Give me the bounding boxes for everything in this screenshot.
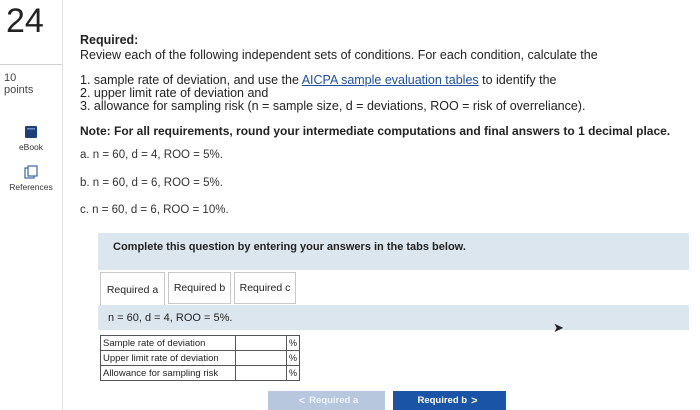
required-heading: Required: <box>80 33 139 47</box>
row-label: Sample rate of deviation <box>101 336 236 351</box>
answer-cell <box>236 336 287 351</box>
sidebar-divider <box>0 64 62 65</box>
points-label: points <box>4 84 34 96</box>
item-number: 2. <box>80 86 91 100</box>
previous-tab-label: Required a <box>309 395 359 406</box>
chevron-left-icon: < <box>298 394 306 407</box>
sidebar-border <box>62 0 63 410</box>
condition-text: n = 60, d = 6, ROO = 10%. <box>92 204 229 216</box>
condition-letter: a. <box>80 149 90 161</box>
previous-tab-button[interactable] <box>268 391 385 410</box>
item-text: upper limit rate of deviation and <box>93 86 269 100</box>
condition-text: n = 60, d = 6, ROO = 5%. <box>92 177 223 189</box>
sample-rate-input[interactable] <box>236 337 284 349</box>
tab-required-c[interactable]: Required c <box>234 272 296 304</box>
row-label: Allowance for sampling risk <box>101 366 236 381</box>
row-label: Upper limit rate of deviation <box>101 351 236 366</box>
item-number: 3. <box>80 99 91 113</box>
condition-c <box>80 204 229 216</box>
next-tab-label: Required b <box>417 395 468 406</box>
ebook-button[interactable] <box>4 125 58 152</box>
condition-a <box>80 149 223 161</box>
next-tab-button[interactable] <box>393 391 506 410</box>
question-number: 24 <box>6 2 44 40</box>
unit-label: % <box>287 351 300 366</box>
ebook-label: eBook <box>18 142 44 152</box>
problem-description: Review each of the following independent sets of conditions. For each condition, calculate the <box>80 48 598 62</box>
requirement-item-1 <box>80 73 556 87</box>
aicpa-tables-link[interactable]: AICPA sample evaluation tables <box>301 73 479 87</box>
item-text: sample rate of deviation, and use the <box>93 73 302 87</box>
tab-required-a[interactable]: Required a <box>100 272 165 306</box>
item-number: 1. <box>80 73 91 87</box>
condition-b <box>80 177 223 189</box>
question-points <box>4 72 33 96</box>
unit-label: % <box>287 366 300 381</box>
answer-cell <box>236 366 287 381</box>
answer-table <box>100 335 300 381</box>
references-label: References <box>9 182 53 192</box>
table-row <box>101 366 300 381</box>
chevron-right-icon: > <box>471 394 478 407</box>
table-row <box>101 351 300 366</box>
condition-text: n = 60, d = 4, ROO = 5%. <box>92 149 223 161</box>
condition-letter: c. <box>80 204 89 216</box>
instruction-text: Complete this question by entering your answers in the tabs below. <box>113 241 466 253</box>
requirement-item-3 <box>80 99 585 113</box>
condition-letter: b. <box>80 177 90 189</box>
mouse-cursor-icon: ➤ <box>553 320 564 335</box>
requirement-item-2 <box>80 86 268 100</box>
unit-label: % <box>287 336 300 351</box>
table-row <box>101 336 300 351</box>
active-condition-text: n = 60, d = 4, ROO = 5%. <box>108 312 233 324</box>
allowance-input[interactable] <box>236 367 284 379</box>
answer-cell <box>236 351 287 366</box>
references-button[interactable] <box>4 165 58 192</box>
book-icon <box>24 125 38 139</box>
item-text-tail: to identify the <box>478 73 557 87</box>
item-text: allowance for sampling risk (n = sample size, d = deviations, ROO = risk of overreliance). <box>93 99 586 113</box>
tab-required-b[interactable]: Required b <box>168 272 231 304</box>
rounding-note: Note: For all requirements, round your intermediate computations and final answers to 1 decimal place. <box>80 124 671 138</box>
points-value: 10 <box>4 72 17 84</box>
documents-icon <box>24 165 38 179</box>
upper-limit-input[interactable] <box>236 352 284 364</box>
